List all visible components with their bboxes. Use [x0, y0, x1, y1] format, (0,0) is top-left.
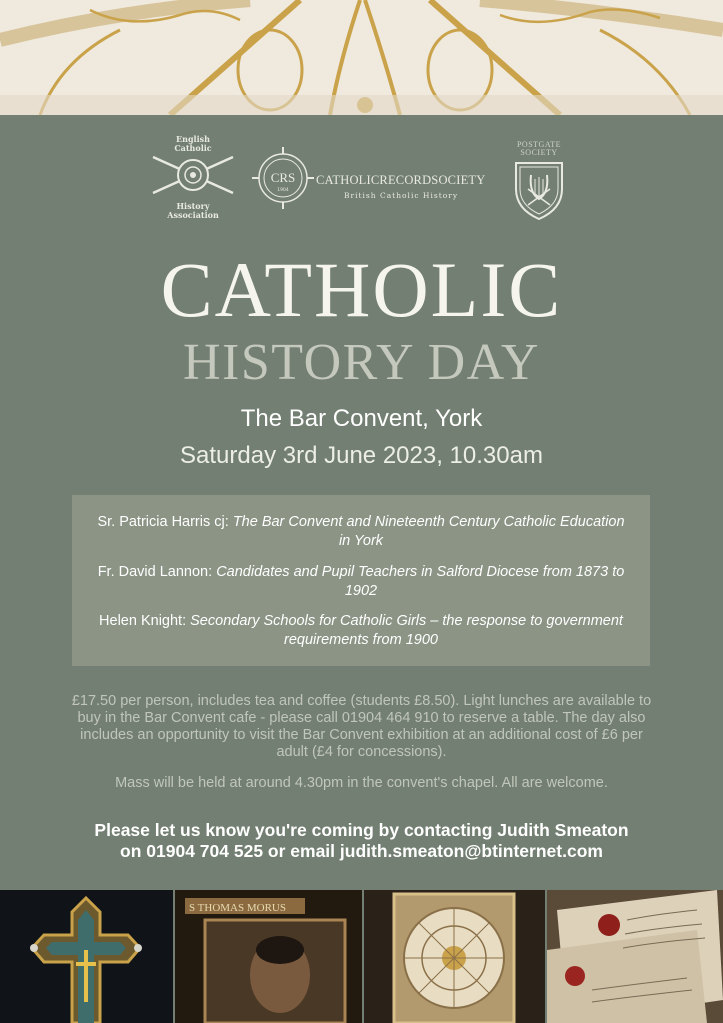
postgate-society-logo — [506, 141, 572, 227]
ech-logo-line4: Association — [167, 210, 219, 220]
crs-name: CATHOLICRECORDSOCIETY — [316, 173, 486, 187]
contact-info — [40, 820, 683, 862]
lyre-shield-icon — [512, 159, 566, 221]
event-title-line1: CATHOLIC — [160, 246, 563, 333]
talk-2-speaker: Fr. David Lannon: — [97, 564, 213, 580]
talk-3 — [92, 612, 630, 650]
contact-line1: Please let us know you're coming by contacting Judith Smeaton — [94, 820, 629, 840]
sealed-letters-photo — [547, 890, 723, 1023]
talk-2 — [92, 563, 630, 601]
talk-2-title: Candidates and Pupil Teachers in Salford Diocese from 1873 to 1902 — [216, 564, 625, 599]
venue: The Bar Convent, York — [240, 405, 483, 432]
ech-logo-line2: Catholic — [174, 143, 212, 153]
english-catholic-history-association-logo — [148, 135, 238, 227]
crs-mark-text: CRS — [270, 170, 296, 185]
postgate-logo-line1: POSTGATE — [516, 140, 561, 149]
ech-logo-line1: English — [176, 134, 210, 144]
reliquary-cross-photo — [0, 890, 173, 1023]
contact-line2: on 01904 704 525 or email judith.smeaton@btinternet.com — [120, 841, 603, 861]
thomas-more-portrait-photo — [175, 890, 362, 1023]
ceiling-photo — [0, 0, 723, 115]
portrait-caption: S THOMAS MORUS — [189, 902, 286, 914]
photo-strip — [0, 890, 723, 1023]
catholic-record-society-logo — [250, 147, 500, 209]
talk-3-speaker: Helen Knight: — [99, 613, 187, 629]
event-title-line2: HISTORY DAY — [183, 334, 540, 391]
ornate-ceiling-panel-photo — [364, 890, 545, 1023]
pricing-info: £17.50 per person, includes tea and coffee (students £8.50). Light lunches are available to buy in the Bar Convent cafe - please call 01904 464 910 to reserve a table. The day also includes an opportunity to visit the Bar Convent exhibition at an additional cost of £6 per adult (£4 for concessions). — [71, 693, 652, 760]
rose-keys-icon — [148, 153, 238, 197]
ech-logo-line3: History — [176, 201, 210, 211]
talk-1-speaker: Sr. Patricia Harris cj: — [97, 514, 229, 530]
crs-medallion-icon — [250, 147, 316, 209]
talk-3-title: Secondary Schools for Catholic Girls – the response to government requirements from 1900 — [190, 613, 623, 648]
talk-1-title: The Bar Convent and Nineteenth Century Catholic Education in York — [232, 514, 625, 549]
event-date: Saturday 3rd June 2023, 10.30am — [180, 442, 543, 469]
mass-info: Mass will be held at around 4.30pm in the convent's chapel. All are welcome. — [115, 775, 608, 791]
crs-tagline: British Catholic History — [344, 191, 459, 200]
speakers-box — [72, 495, 650, 666]
partner-logos — [0, 135, 723, 225]
talk-1 — [92, 513, 630, 551]
crs-year-text: 1904 — [277, 188, 289, 193]
postgate-logo-line2: SOCIETY — [520, 148, 558, 157]
